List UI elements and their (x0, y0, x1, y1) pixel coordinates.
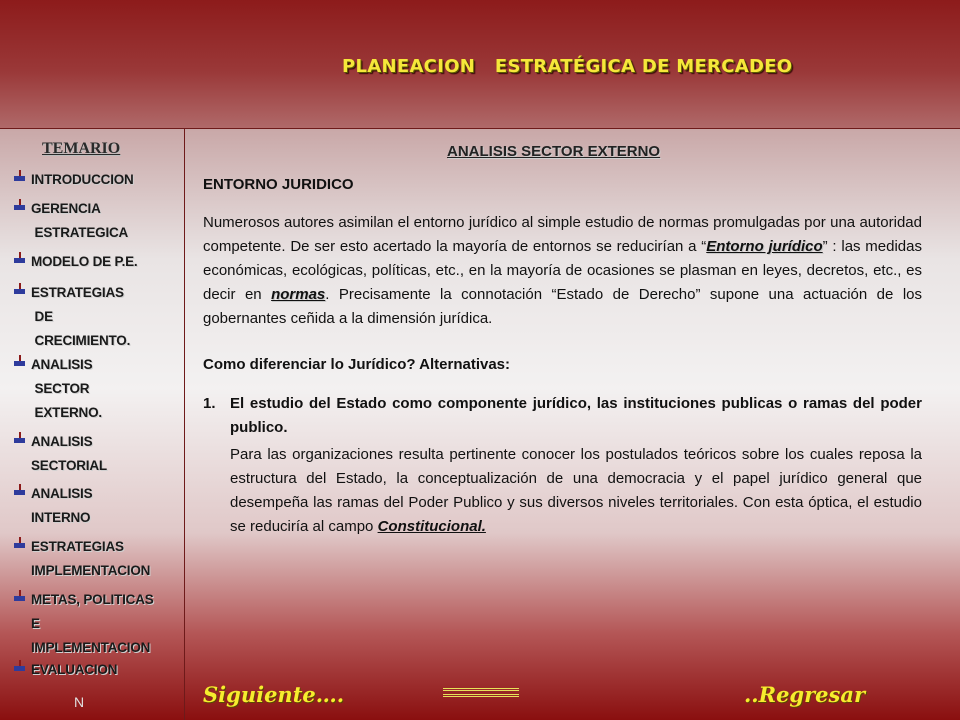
sidebar-divider (184, 128, 185, 720)
next-link[interactable]: Siguiente…. (203, 682, 345, 707)
term-normas: normas (271, 286, 326, 303)
bullet-icon (14, 590, 25, 602)
term-constitucional: Constitucional. (377, 518, 486, 535)
sidebar-item-label: EVALUACION (31, 662, 118, 677)
sidebar-item-label: INTRODUCCION (31, 172, 134, 187)
header-banner (0, 0, 960, 129)
sidebar-footer-text: N (74, 694, 85, 710)
term-entorno-juridico: Entorno jurídico (706, 238, 823, 255)
bullet-icon (14, 170, 25, 182)
sidebar-item-label: ANALISIS INTERNO (31, 486, 93, 525)
list-item-paragraph (230, 443, 922, 539)
bullet-icon (14, 199, 25, 211)
sidebar-item-label: GERENCIA ESTRATEGICA (31, 201, 129, 240)
list-item-text: El estudio del Estado como componente jurídico, las instituciones publicas o ramas del poder publico. (230, 395, 922, 436)
paragraph-text: ” : las medidas económicas, ecológicas, políticas, etc., en la mayoría de ocasiones se plasman en leyes, decretos, etc., es decir en (203, 238, 922, 303)
bullet-icon (14, 537, 25, 549)
bullet-icon (14, 484, 25, 496)
sidebar-item-label: MODELO DE P.E. (31, 254, 138, 269)
bullet-icon (14, 432, 25, 444)
footer-divider (443, 688, 519, 697)
back-link[interactable]: ..Regresar (744, 682, 866, 707)
list-number: 1. (203, 395, 216, 412)
paragraph-text: Para las organizaciones resulta pertinente conocer los postulados teóricos sobre los cuales reposa la estructura del Estado, la conceptualización de una democracia y el papel jurídico general que desempeña las ramas del Poder Publico y sus diversos niveles territoriales. Con esta óptica, el estudio se reduciría al campo (230, 446, 922, 535)
sidebar-item-label: ESTRATEGIAS IMPLEMENTACION (31, 539, 151, 578)
question-heading: Como diferenciar lo Jurídico? Alternativas: (203, 356, 511, 373)
sidebar-item-label: METAS, POLITICAS E IMPLEMENTACION (31, 592, 154, 655)
paragraph-text: . Precisamente la connotación “Estado de Derecho” supone una actuación de los gobernantes ceñida a la dimensión jurídica. (203, 286, 922, 327)
bullet-icon (14, 355, 25, 367)
section-title: ANALISIS SECTOR EXTERNO (447, 143, 661, 160)
sidebar-item-label: ANALISIS SECTOR EXTERNO. (31, 357, 102, 420)
header-divider (0, 128, 960, 129)
page-title: PLANEACION ESTRATÉGICA DE MERCADEO (342, 56, 793, 77)
subheading: ENTORNO JURIDICO (203, 176, 354, 193)
paragraph-text: Numerosos autores asimilan el entorno jurídico al simple estudio de normas promulgadas por una autoridad competente. De ser esto acertado la mayoría de entornos se reducirían a “ (203, 214, 922, 255)
intro-paragraph (203, 211, 922, 331)
sidebar-item-label: ESTRATEGIAS DE CRECIMIENTO. (31, 285, 131, 348)
bullet-icon (14, 660, 25, 672)
bullet-icon (14, 283, 25, 295)
sidebar-item-label: ANALISIS SECTORIAL (31, 434, 107, 473)
sidebar-title: TEMARIO (42, 140, 121, 157)
bullet-icon (14, 252, 25, 264)
